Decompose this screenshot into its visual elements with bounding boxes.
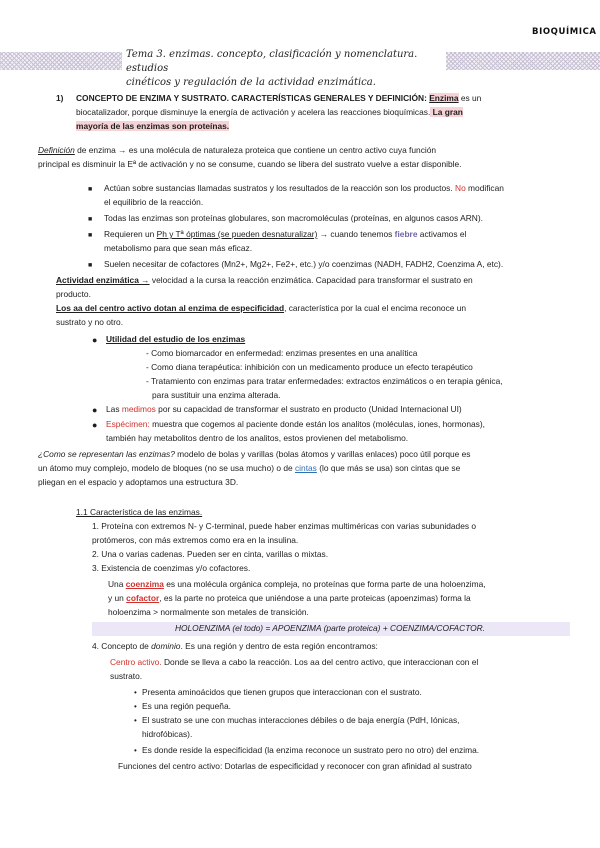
- cofactor-a: y un: [108, 593, 127, 603]
- intro-l2-highlight: La gran: [430, 107, 463, 117]
- centro-rest: Donde se lleva a cabo la reacción. Los aa del centro activo, que interaccionan con el: [161, 657, 479, 667]
- bullet-1-line-1: [104, 182, 504, 195]
- utility-item-3: - Tratamiento con enzimas para tratar enfermedades: extractos enzimáticos o en terapia génica,: [146, 376, 503, 386]
- dot-bullet-icon: ●: [92, 335, 98, 345]
- specificity-rest: , característica por la cual el encima reconoce un: [284, 303, 467, 313]
- dominio-term: dominio: [151, 641, 181, 651]
- especimen-rest: muestra que cogemos al paciente donde están los analitos (moléculas, iones, hormonas),: [149, 419, 485, 429]
- bullet-3-b: → cuando tenemos: [317, 229, 395, 239]
- bullet-3-a: Requieren un: [104, 229, 157, 239]
- section-number: 1): [56, 93, 64, 103]
- fiebre-term: fiebre: [394, 229, 418, 239]
- bullet-1-no: No: [452, 183, 466, 193]
- dot-bullet-icon: •: [134, 702, 137, 711]
- medimos-b: por su capacidad de transformar el sustrato en producto (Unidad Internacional UI): [155, 404, 462, 414]
- especimen-line: [106, 418, 485, 431]
- representation-question: ¿Como se representan las enzimas?: [38, 449, 175, 459]
- cofactor-line-3: holoenzima > normalmente son metales de transición.: [108, 607, 309, 617]
- definition-line-1: [38, 144, 436, 157]
- bullet-3-line-2: metabolismo para que sean más eficaz.: [104, 243, 253, 253]
- specificity-line-2: sustrato y no otro.: [56, 317, 124, 327]
- bullet-1-text: Actúan sobre sustancias llamadas sustratos y los resultados de la reacción son los productos.: [104, 183, 453, 193]
- medimos-term: medimos: [121, 404, 156, 414]
- point-1-line-2: protómeros, con más extremos como era en la insulina.: [92, 535, 299, 545]
- dot-bullet-icon: ●: [92, 420, 98, 430]
- left-hatch-band: [0, 52, 122, 70]
- title-line-2: cinéticos y regulación de la actividad enzimática.: [126, 77, 376, 88]
- holoenzyme-formula: HOLOENZIMA (el todo) = APOENZIMA (parte proteica) + COENZIMA/COFACTOR.: [174, 623, 486, 633]
- section-heading: [76, 92, 481, 105]
- intro-line-3: [76, 120, 229, 133]
- cofactor-term: cofactor: [126, 593, 160, 603]
- coenzima-line: [108, 578, 486, 591]
- activity-label: Actividad enzimática →: [56, 275, 150, 285]
- point-1-line-1: 1. Proteína con extremos N- y C-terminal, puede haber enzimas multiméricas con varias subunidades o: [92, 521, 477, 531]
- representation-l1: modelo de bolas y varillas (bolas átomos y varillas enlaces) poco útil porque es: [174, 449, 471, 459]
- centro-item-1: Presenta aminoácidos que tienen grupos que interaccionan con el sustrato.: [142, 687, 422, 697]
- activity-line-2: producto.: [56, 289, 91, 299]
- bullet-1-end: modifican: [465, 183, 504, 193]
- subject-header: BIOQUÍMICA: [532, 27, 597, 37]
- utility-heading: Utilidad del estudio de los enzimas: [106, 334, 246, 344]
- centro-line-2: sustrato.: [110, 671, 143, 681]
- representation-line-1: [38, 448, 470, 461]
- bullet-icon: ■: [88, 186, 93, 193]
- intro-line-2: [76, 106, 463, 119]
- representation-l2a: un átomo muy complejo, modelo de bloques (no se usa mucho) o de: [38, 463, 295, 473]
- point-4-a: 4. Concepto de: [92, 641, 152, 651]
- bullet-3-underlined: Ph y Tª óptimas (se pueden desnaturalizar): [156, 229, 318, 239]
- title-line-1: Tema 3. enzimas. concepto, clasificación y nomenclatura. estudios: [126, 49, 418, 74]
- centro-item-3-cont: hidrofóbicas).: [142, 729, 193, 739]
- definition-l1: de enzima → es una molécula de naturaleza proteica que contiene un centro activo cuya función: [74, 145, 437, 155]
- point-3: 3. Existencia de coenzimas y/o cofactores.: [92, 563, 251, 573]
- point-4-b: . Es una región y dentro de esta región encontramos:: [180, 641, 378, 651]
- section-heading-text: CONCEPTO DE ENZIMA Y SUSTRATO. CARACTERÍSTICAS GENERALES Y DEFINICIÓN:: [76, 93, 427, 103]
- dot-bullet-icon: •: [134, 688, 137, 697]
- especimen-term: Espécimen:: [106, 419, 150, 429]
- representation-line-3: pliegan en el espacio y adoptamos una estructura 3D.: [38, 477, 239, 487]
- utility-item-1: - Como biomarcador en enfermedad: enzimas presentes en una analítica: [146, 348, 418, 358]
- bullet-2: Todas las enzimas son proteínas globulares, son macromoléculas (proteínas, en algunos casos ARN).: [104, 213, 483, 223]
- centro-item-2: Es una región pequeña.: [142, 701, 231, 711]
- activity-line-1: [56, 274, 473, 287]
- representation-line-2: [38, 462, 460, 475]
- bullet-icon: ■: [88, 262, 93, 269]
- cofactor-line: [108, 592, 471, 605]
- intro-l1-rest: es un: [458, 93, 482, 103]
- bullet-4: Suelen necesitar de cofactores (Mn2+, Mg2+, Fe2+, etc.) y/o coenzimas (NADH, FADH2, Coenzima A, etc).: [104, 259, 504, 269]
- centro-item-4: Es donde reside la especificidad (la enzima reconoce un sustrato pero no otro) del enzima.: [142, 745, 480, 755]
- especimen-line-2: también hay metabolitos dentro de los analitos, estos provienen del metabolismo.: [106, 433, 409, 443]
- activity-l1: velocidad a la cursa la reacción enzimática. Capacidad para transformar el sustrato en: [149, 275, 473, 285]
- bullet-3-line-1: [104, 228, 466, 241]
- centro-line-1: [110, 656, 478, 669]
- intro-l3-highlight: mayoría de las enzimas son proteínas.: [76, 121, 230, 131]
- functions-line: Funciones del centro activo: Dotarlas de especificidad y reconocer con gran afinidad al sustrato: [118, 761, 472, 771]
- specificity-line: [56, 302, 466, 315]
- bullet-3-c: activamos el: [417, 229, 467, 239]
- right-hatch-band: [446, 52, 600, 70]
- dot-bullet-icon: •: [134, 746, 137, 755]
- page-title: [126, 48, 442, 90]
- definition-label: Definición: [38, 145, 75, 155]
- medimos-line: [106, 403, 462, 416]
- bullet-1-line-2: el equilibrio de la reacción.: [104, 197, 204, 207]
- point-4: [92, 640, 378, 653]
- bullet-icon: ■: [88, 216, 93, 223]
- centro-activo-term: Centro activo.: [110, 657, 162, 667]
- specificity-underlined: Los aa del centro activo dotan al enzima de especificidad: [56, 303, 285, 313]
- coenzima-b: es una molécula orgánica compleja, no proteínas que forma parte de una holoenzima,: [163, 579, 486, 589]
- point-2: 2. Una o varias cadenas. Pueden ser en cinta, varillas o mixtas.: [92, 549, 329, 559]
- coenzima-term: coenzima: [125, 579, 164, 589]
- centro-item-3: El sustrato se une con muchas interacciones débiles o de baja energía (PdH, Iónicas,: [142, 715, 460, 725]
- intro-l2: biocatalizador, porque disminuye la energía de activación y acelera las reacciones bioquímicas.: [76, 107, 431, 117]
- medimos-a: Las: [106, 404, 122, 414]
- bullet-icon: ■: [88, 232, 93, 239]
- utility-item-2: - Como diana terapéutica: inhibición con un medicamento produce un efecto terapéutico: [146, 362, 473, 372]
- dot-bullet-icon: ●: [92, 405, 98, 415]
- utility-item-3-cont: para sustituir una enzima alterada.: [152, 390, 281, 400]
- enzima-term: Enzima: [429, 93, 459, 103]
- representation-l2b: (lo que más se usa) son cintas que se: [316, 463, 461, 473]
- cofactor-b: , es la parte no proteica que uniéndose a una parte proteicas (apoenzimas) forma la: [159, 593, 471, 603]
- dot-bullet-icon: •: [134, 716, 137, 725]
- subsection-heading: 1.1 Característica de las enzimas.: [76, 507, 203, 517]
- coenzima-a: Una: [108, 579, 126, 589]
- cintas-term: cintas: [294, 463, 317, 473]
- definition-line-2: principal es disminuir la Eª de activación y no se consume, cuando se libera del sustrato vuelve a estar disponible.: [38, 159, 462, 169]
